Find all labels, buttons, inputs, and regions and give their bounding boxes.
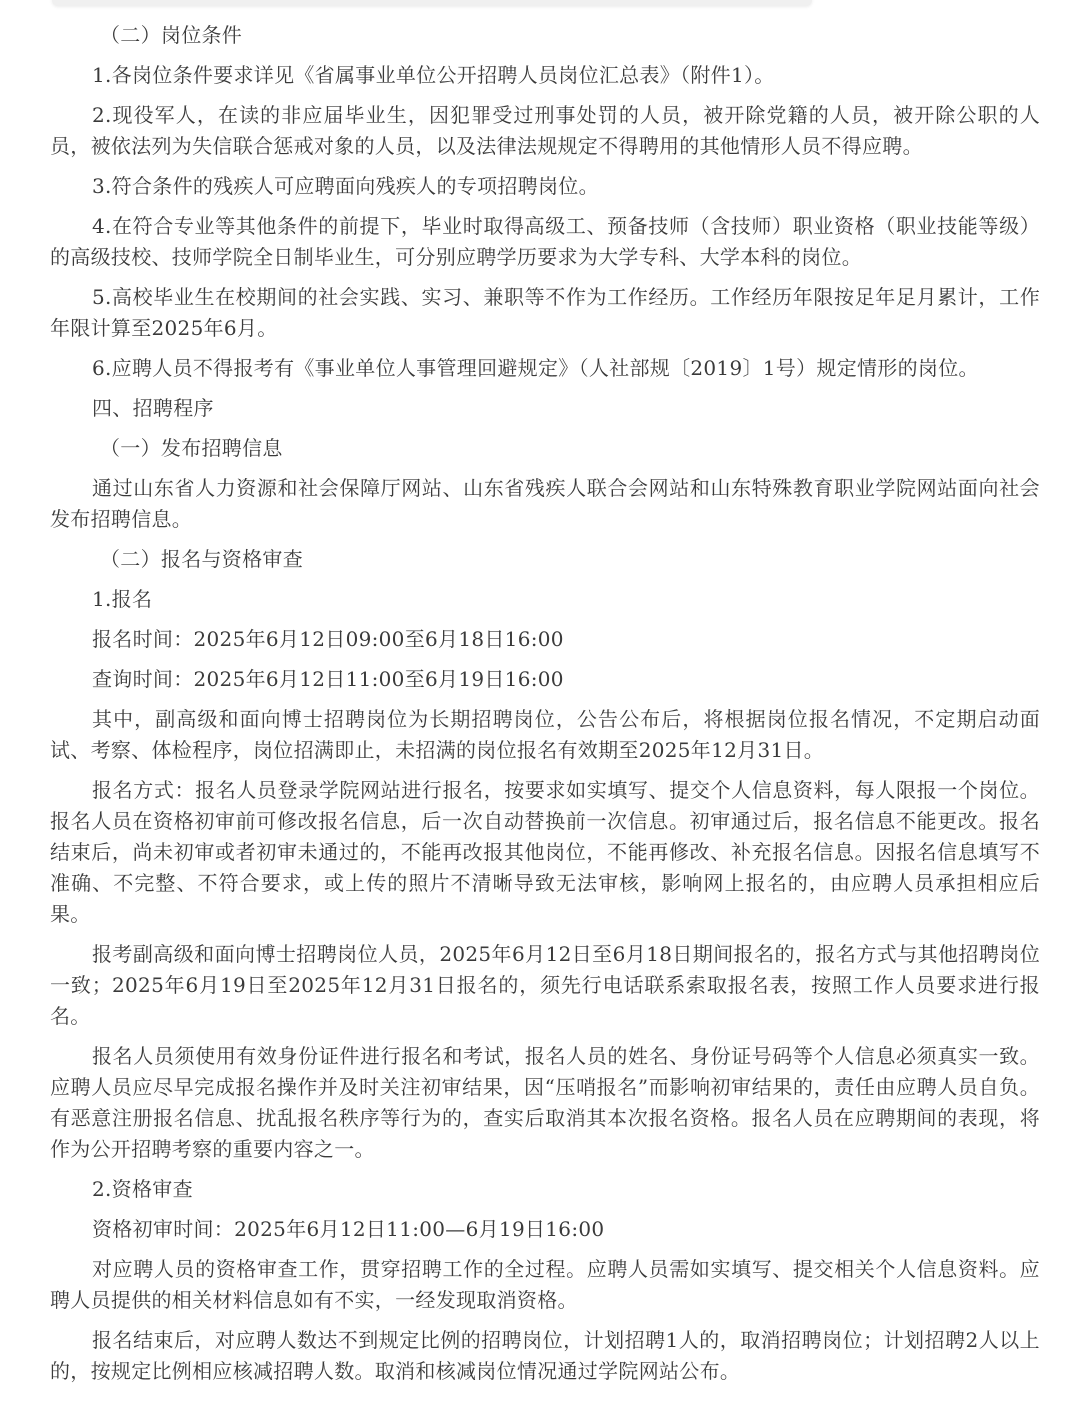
paragraph-publish-info: 通过山东省人力资源和社会保障厅网站、山东省残疾人联合会网站和山东特殊教育职业学院网站面向社会发布招聘信息。 [50, 476, 1040, 531]
paragraph-condition-1: 1.各岗位条件要求详见《省属事业单位公开招聘人员岗位汇总表》（附件1）。 [92, 63, 775, 87]
paragraph-condition-4: 4.在符合专业等其他条件的前提下，毕业时取得高级工、预备技师（含技师）职业资格（职业技能等级）的高级技校、技师学院全日制毕业生，可分别应聘学历要求为大学专科、大学本科的岗位。 [50, 214, 1040, 269]
paragraph-senior-doctor-registration: 报考副高级和面向博士招聘岗位人员，2025年6月12日至6月18日期间报名的，报名方式与其他招聘岗位一致；2025年6月19日至2025年12月31日报名的，须先行电话联系索取报名表，按照工作人员要求进行报名。 [50, 942, 1040, 1028]
paragraph-long-term-positions: 其中，副高级和面向博士招聘岗位为长期招聘岗位，公告公布后，将根据岗位报名情况，不定期启动面试、考察、体检程序，岗位招满即止，未招满的岗位报名有效期至2025年12月31日。 [50, 707, 1040, 762]
paragraph-condition-3: 3.符合条件的残疾人可应聘面向残疾人的专项招聘岗位。 [92, 174, 599, 198]
section-heading-position-conditions: （二）岗位条件 [100, 23, 243, 47]
paragraph-registration-time: 报名时间：2025年6月12日09:00至6月18日16:00 [92, 627, 564, 651]
subheading-registration: 1.报名 [92, 587, 153, 611]
paragraph-registration-method: 报名方式：报名人员登录学院网站进行报名，按要求如实填写、提交个人信息资料，每人限报一个岗位。报名人员在资格初审前可修改报名信息，后一次自动替换前一次信息。初审通过后，报名信息不能更改。报名结束后，尚未初审或者初审未通过的，不能再改报其他岗位，不能再修改、补充报名信息。因报名信息填写不准确、不完整、不符合要求，或上传的照片不清晰导致无法审核，影响网上报名的，由应聘人员承担相应后果。 [50, 778, 1040, 926]
section-heading-recruitment-procedure: 四、招聘程序 [92, 396, 214, 420]
document-body [50, 20, 1040, 1396]
paragraph-condition-6: 6.应聘人员不得报考有《事业单位人事管理回避规定》（人社部规〔2019〕1号）规定情形的岗位。 [92, 356, 979, 380]
paragraph-condition-5: 5.高校毕业生在校期间的社会实践、实习、兼职等不作为工作经历。工作经历年限按足年足月累计，工作年限计算至2025年6月。 [50, 285, 1040, 340]
subheading-registration-review: （二）报名与资格审查 [100, 547, 303, 571]
paragraph-post-registration: 报名结束后，对应聘人数达不到规定比例的招聘岗位，计划招聘1人的，取消招聘岗位；计划招聘2人以上的，按规定比例相应核减招聘人数。取消和核减岗位情况通过学院网站公布。 [50, 1328, 1040, 1383]
paragraph-id-requirements: 报名人员须使用有效身份证件进行报名和考试，报名人员的姓名、身份证号码等个人信息必须真实一致。应聘人员应尽早完成报名操作并及时关注初审结果，因“压哨报名”而影响初审结果的，责任由应聘人员自负。有恶意注册报名信息、扰乱报名秩序等行为的，查实后取消其本次报名资格。报名人员在应聘期间的表现，将作为公开招聘考察的重要内容之一。 [50, 1044, 1040, 1161]
top-toolbar-edge [52, 0, 812, 6]
subheading-qualification-review: 2.资格审查 [92, 1177, 193, 1201]
paragraph-review-process: 对应聘人员的资格审查工作，贯穿招聘工作的全过程。应聘人员需如实填写、提交相关个人信息资料。应聘人员提供的相关材料信息如有不实，一经发现取消资格。 [50, 1257, 1040, 1312]
paragraph-review-time: 资格初审时间：2025年6月12日11:00—6月19日16:00 [92, 1217, 605, 1241]
subheading-publish-info: （一）发布招聘信息 [100, 436, 283, 460]
paragraph-condition-2: 2.现役军人，在读的非应届毕业生，因犯罪受过刑事处罚的人员，被开除党籍的人员，被开除公职的人员，被依法列为失信联合惩戒对象的人员，以及法律法规规定不得聘用的其他情形人员不得应聘。 [50, 103, 1040, 158]
paragraph-query-time: 查询时间：2025年6月12日11:00至6月19日16:00 [92, 667, 564, 691]
